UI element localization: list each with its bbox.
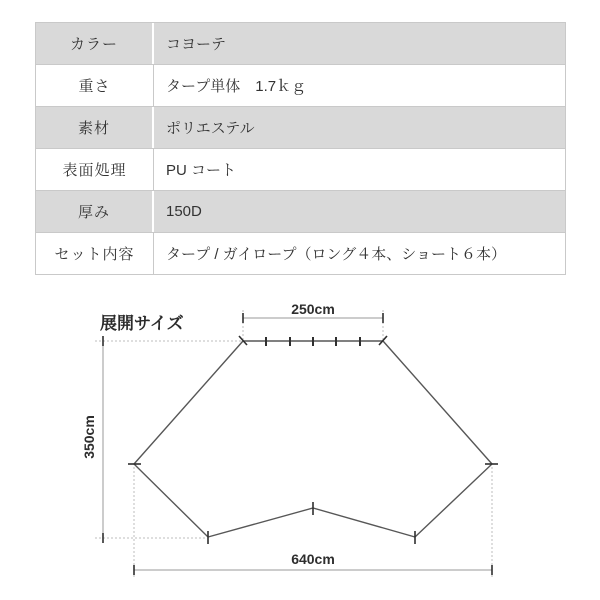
- spec-row-set-contents: [36, 232, 565, 274]
- spec-value: ポリエステル: [166, 120, 255, 137]
- spec-label: カラー: [36, 23, 154, 64]
- spec-value: 150D: [166, 203, 202, 220]
- spec-row-color: [36, 23, 565, 64]
- spec-label: 重さ: [36, 65, 154, 106]
- spec-value: タープ / ガイロープ（ロング４本、ショート６本）: [166, 246, 506, 263]
- tarp-size-diagram: [0, 295, 600, 600]
- spec-value: PU コート: [166, 162, 237, 179]
- spec-label: セット内容: [36, 233, 154, 274]
- spec-row-material: [36, 106, 565, 148]
- spec-label: 表面処理: [36, 149, 154, 190]
- dim-label-left-height: 350cm: [81, 415, 97, 459]
- spec-row-weight: [36, 64, 565, 106]
- spec-value: タープ単体 1.7ｋｇ: [166, 78, 307, 95]
- spec-row-surface: [36, 148, 565, 190]
- spec-row-thickness: [36, 190, 565, 232]
- spec-table: [35, 22, 566, 275]
- spec-label: 厚み: [36, 191, 154, 232]
- dim-label-top-width: 250cm: [291, 301, 335, 317]
- spec-value: コヨーテ: [166, 36, 227, 53]
- dim-label-bottom-width: 640cm: [291, 551, 335, 567]
- spec-label: 素材: [36, 107, 154, 148]
- diagram-title: 展開サイズ: [100, 314, 184, 333]
